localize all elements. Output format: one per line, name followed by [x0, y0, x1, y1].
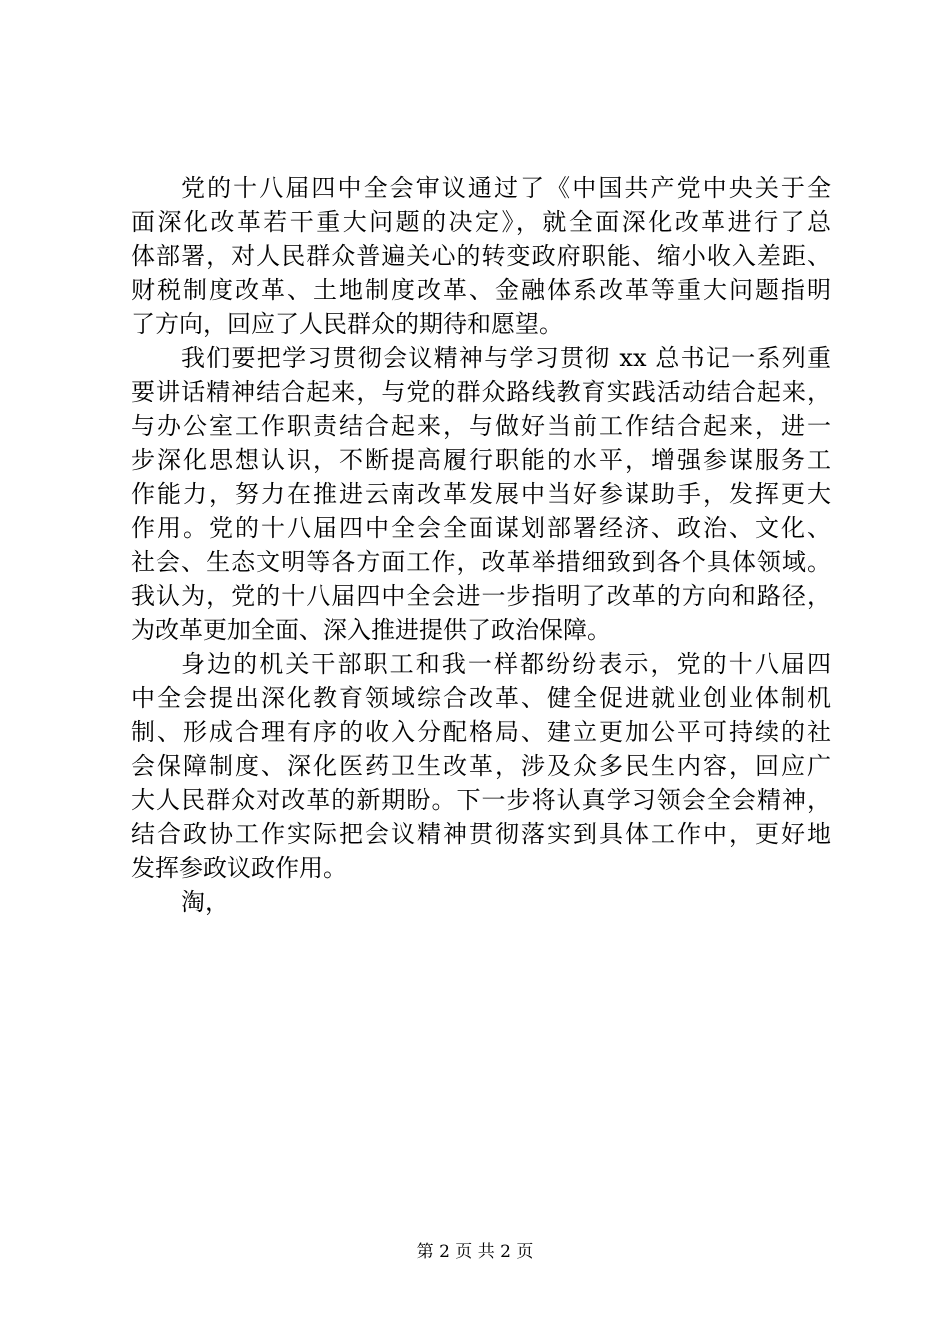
- paragraph-3-line-7: 发挥参政议政作用。: [131, 854, 347, 882]
- paragraph-2-line-1: 我们要把学习贯彻会议精神与学习贯彻 xx 总书记一系列重: [181, 344, 831, 372]
- paragraph-1-line-2: 面深化改革若干重大问题的决定》，就全面深化改革进行了总: [131, 208, 831, 236]
- paragraph-3-line-2: 中全会提出深化教育领域综合改革、健全促进就业创业体制机: [131, 684, 831, 712]
- paragraph-2-line-2: 要讲话精神结合起来，与党的群众路线教育实践活动结合起来，: [131, 378, 831, 406]
- paragraph-3-line-3: 制、形成合理有序的收入分配格局、建立更加公平可持续的社: [131, 718, 831, 746]
- paragraph-1-line-1: 党的十八届四中全会审议通过了《中国共产党中央关于全: [181, 174, 831, 202]
- paragraph-2-line-7: 社会、生态文明等各方面工作，改革举措细致到各个具体领域。: [131, 548, 831, 576]
- paragraph-2-line-6: 作用。党的十八届四中全会全面谋划部署经济、政治、文化、: [131, 514, 831, 542]
- paragraph-2-line-8: 我认为，党的十八届四中全会进一步指明了改革的方向和路径，: [131, 582, 831, 610]
- paragraph-2-line-3: 与办公室工作职责结合起来，与做好当前工作结合起来，进一: [131, 412, 831, 440]
- paragraph-3-line-4: 会保障制度、深化医药卫生改革，涉及众多民生内容，回应广: [131, 752, 831, 780]
- paragraph-4-line-1: 淘，: [181, 888, 229, 916]
- paragraph-2-line-9: 为改革更加全面、深入推进提供了政治保障。: [131, 616, 611, 644]
- paragraph-3-line-5: 大人民群众对改革的新期盼。下一步将认真学习领会全会精神，: [131, 786, 831, 814]
- page-number-footer: 第 2 页 共 2 页: [416, 1242, 534, 1262]
- paragraph-2-line-4: 步深化思想认识，不断提高履行职能的水平，增强参谋服务工: [131, 446, 831, 474]
- paragraph-1-line-4: 财税制度改革、土地制度改革、金融体系改革等重大问题指明: [131, 276, 831, 304]
- paragraph-1-line-5: 了方向，回应了人民群众的期待和愿望。: [131, 310, 563, 338]
- paragraph-3-line-6: 结合政协工作实际把会议精神贯彻落实到具体工作中，更好地: [131, 820, 831, 848]
- paragraph-1-line-3: 体部署，对人民群众普遍关心的转变政府职能、缩小收入差距、: [131, 242, 831, 270]
- paragraph-2-line-5: 作能力，努力在推进云南改革发展中当好参谋助手，发挥更大: [131, 480, 831, 508]
- paragraph-3-line-1: 身边的机关干部职工和我一样都纷纷表示，党的十八届四: [181, 650, 831, 678]
